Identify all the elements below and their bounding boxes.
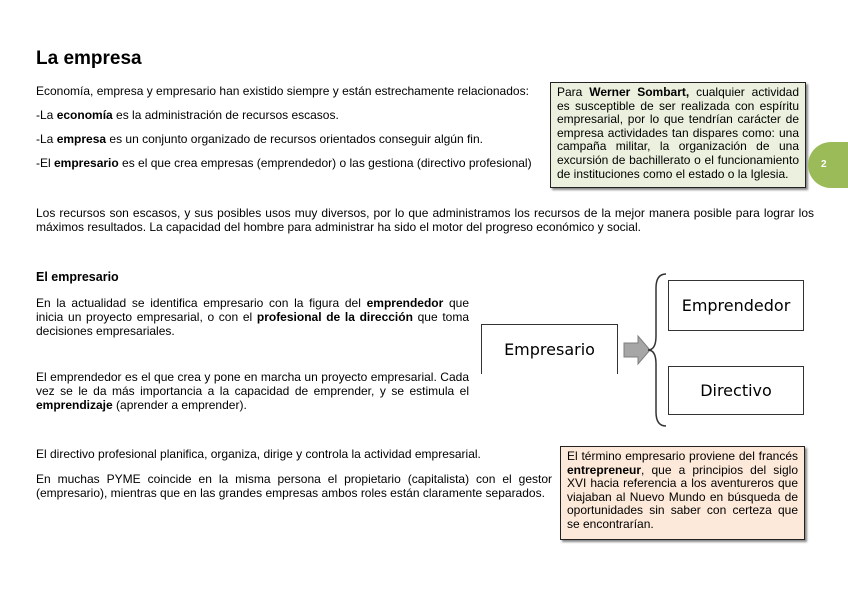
page-title: La empresa: [36, 48, 142, 69]
directivo-paragraph: El directivo profesional planifica, organiza, dirige y controla la actividad empresarial.: [36, 447, 481, 461]
intro-economia: -La economía es la administración de recursos escasos.: [36, 108, 339, 122]
section-heading: El empresario: [36, 270, 119, 284]
diagram-connector: [620, 270, 668, 430]
sombart-callout: Para Werner Sombart, cualquier actividad es susceptible de ser realizada con espíritu empresarial, por lo que tendrían carácter de empresa actividades tan dispares como: una campaña militar, la organización de una excursión de bachillerato o el funcionamiento de instituciones como el estado o la Iglesia.: [550, 82, 806, 188]
intro-empresa: -La empresa es un conjunto organizado de recursos orientados conseguir algún fin.: [36, 132, 483, 146]
resources-paragraph: Los recursos son escasos, y sus posibles usos muy diversos, por lo que administramos los recursos de la mejor manera posible para lograr los máximos resultados. La capacidad del hombre para administrar ha sido el motor del progreso económico y social.: [36, 206, 814, 234]
intro-empresario: -El empresario es el que crea empresas (emprendedor) o las gestiona (directivo profesional): [36, 156, 532, 170]
emprendedor-paragraph: El emprendedor es el que crea y pone en marcha un proyecto empresarial. Cada vez se le da más importancia a la capacidad de emprender, y se estimula el emprendizaje (aprender a emprender).: [36, 370, 469, 412]
entrepreneur-paragraph: En la actualidad se identifica empresario con la figura del emprendedor que inicia un proyecto empresarial, o con el profesional de la dirección que toma decisiones empresariales.: [36, 296, 470, 338]
diagram-emprendedor-box: Emprendedor: [668, 280, 804, 331]
diagram-arrow: [624, 336, 650, 364]
diagram-directivo-box: Directivo: [668, 366, 804, 415]
page-number-badge: 2: [808, 142, 848, 188]
pyme-paragraph: En muchas PYME coincide en la misma persona el propietario (capitalista) con el gestor (empresario), mientras que en las grandes empresas ambos roles están claramente separados.: [36, 472, 552, 500]
diagram-empresario-box: Empresario: [481, 324, 618, 374]
etymology-callout: El término empresario proviene del francés entrepreneur, que a principios del siglo XVI hacia referencia a los aventureros que viajaban al Nuevo Mundo en búsqueda de oportunidades sin saber con certeza que se encontrarían.: [560, 446, 805, 540]
intro-line: Economía, empresa y empresario han existido siempre y están estrechamente relacionados:: [36, 84, 529, 98]
diagram-brace: [648, 274, 666, 426]
